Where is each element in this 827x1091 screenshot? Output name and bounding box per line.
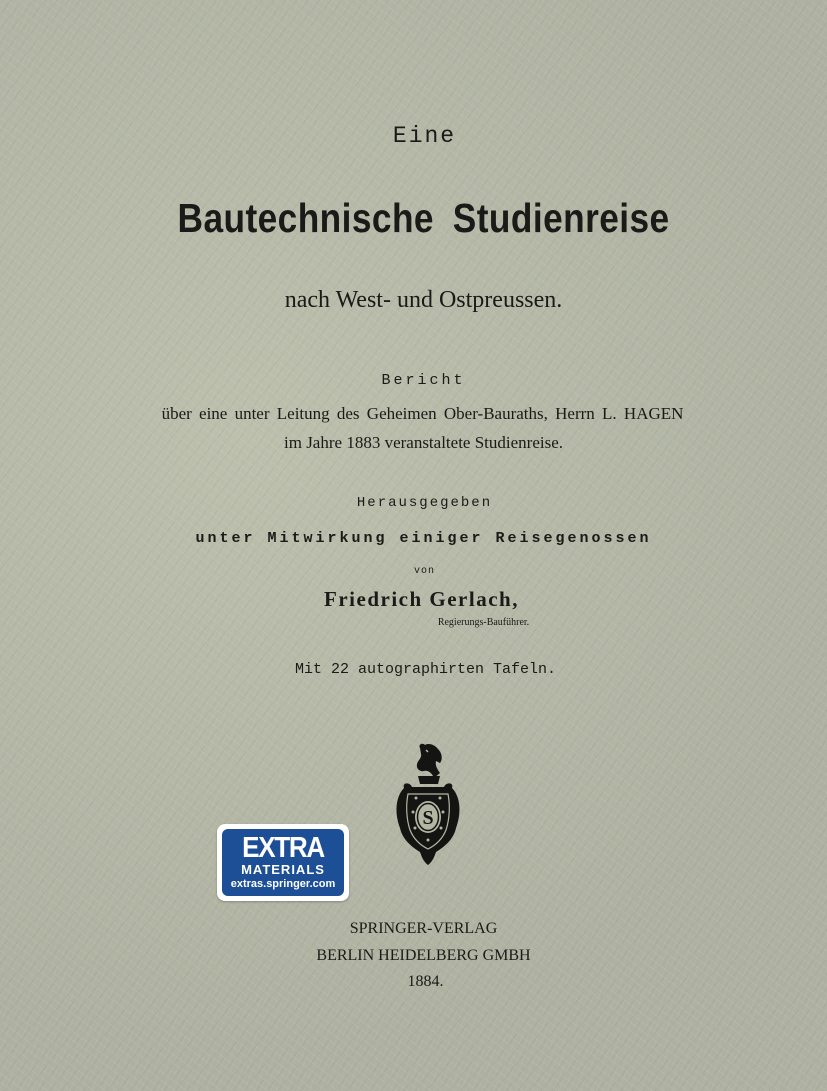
herausgegeben-label: Herausgegeben: [356, 495, 493, 511]
logo-letter: S: [422, 807, 434, 829]
bericht-label: Bericht: [381, 372, 466, 389]
book-title: Bautechnische Studienreise: [177, 195, 670, 241]
badge-url-text: extras.springer.com: [230, 878, 336, 890]
badge-materials-text: MATERIALS: [241, 862, 325, 877]
publisher-location: BERLIN HEIDELBERG GMBH: [316, 947, 531, 964]
author-role: Regierungs-Bauführer.: [437, 617, 530, 628]
plates-note: Mit 22 autographirten Tafeln.: [294, 661, 557, 678]
extra-materials-badge-panel: [222, 829, 344, 896]
badge-extra-text: EXTRA: [242, 832, 324, 864]
description-line-1: über eine unter Leitung des Geheimen Ober-Bauraths, Herrn L. HAGEN: [161, 404, 684, 423]
description-line-2: im Jahre 1883 veranstaltete Studienreise.: [284, 433, 563, 452]
author-name: Friedrich Gerlach,: [324, 587, 519, 611]
publisher-name: SPRINGER-VERLAG: [349, 920, 498, 937]
book-subtitle: nach West- und Ostpreussen.: [284, 287, 563, 313]
von-label: von: [413, 566, 435, 577]
extra-materials-badge[interactable]: [217, 824, 349, 901]
cover-eine: Eine: [392, 123, 457, 149]
mitwirkung-line: unter Mitwirkung einiger Reisegenossen: [195, 530, 652, 547]
springer-knight-emblem-icon: [388, 742, 468, 867]
publication-year: 1884.: [407, 973, 444, 990]
